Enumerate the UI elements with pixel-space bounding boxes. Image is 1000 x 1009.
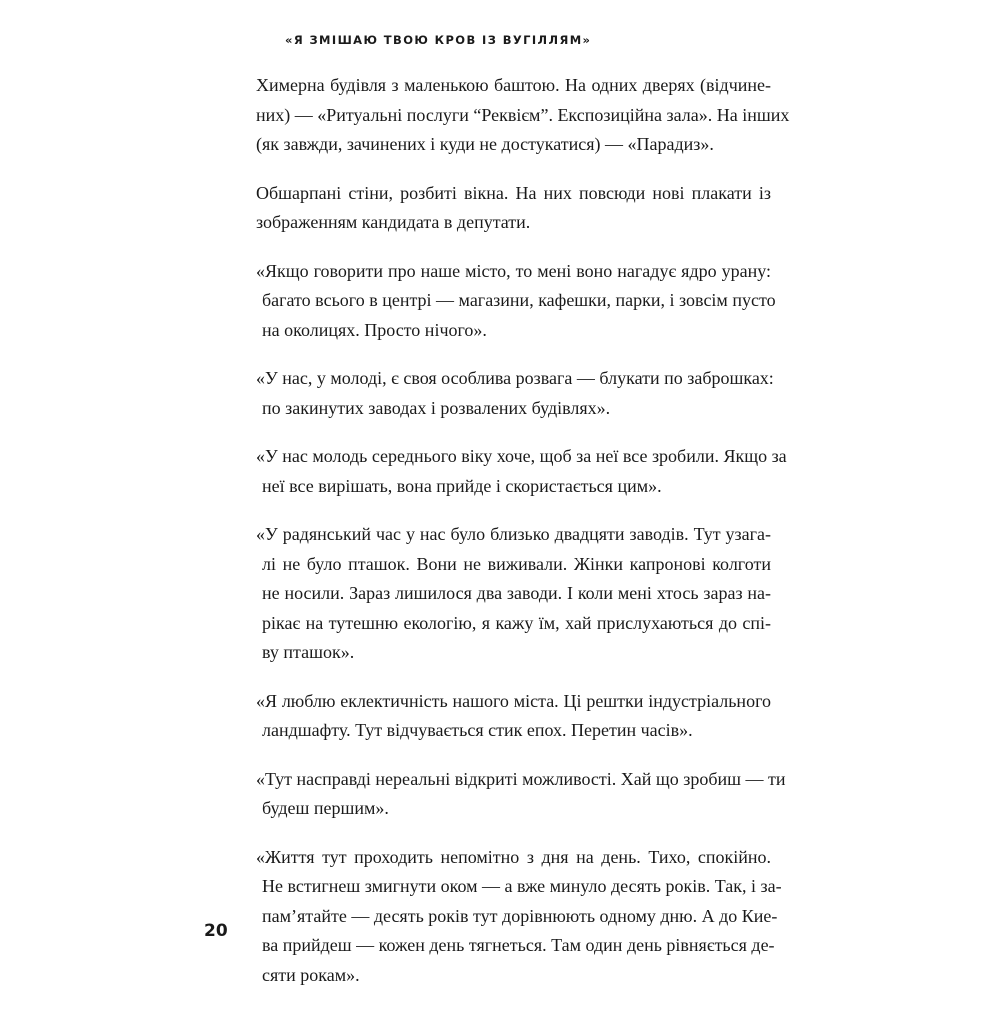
text-line: будеш першим». xyxy=(262,798,389,818)
text-line: рікає на тутешню екологію, я кажу їм, хай прислухаються до спі- xyxy=(262,612,771,633)
text-line: по закинутих заводах і розвалених будівлях». xyxy=(262,397,611,418)
quote-paragraph xyxy=(256,520,771,668)
page-number: 20 xyxy=(204,921,228,941)
text-line: зображенням кандидата в депутати. xyxy=(256,212,531,232)
text-line: «У радянський час у нас було близько двадцяти заводів. Тут узага- xyxy=(256,524,771,544)
text-line: ландшафту. Тут відчувається стик епох. Перетин часів». xyxy=(262,720,693,740)
text-line: неї все вирішать, вона прийде і скористається цим». xyxy=(262,475,662,496)
text-line: сяти рокам». xyxy=(262,964,360,985)
quote-paragraph xyxy=(256,765,786,824)
text-line: «Життя тут проходить непомітно з дня на день. Тихо, спокійно. xyxy=(256,846,771,867)
text-line: (як завжди, зачинених і куди не достукатися) — «Парадиз». xyxy=(256,134,714,154)
body-text xyxy=(256,71,790,1009)
text-line: них) — «Ритуальні послуги “Реквієм”. Експозиційна зала». На інших xyxy=(256,104,790,125)
paragraph xyxy=(256,71,790,160)
text-line: «Якщо говорити про наше місто, то мені воно нагадує ядро урану: xyxy=(256,260,771,281)
text-line: «Я люблю еклектичність нашого міста. Ці рештки індустріального xyxy=(256,690,771,711)
text-line: пам’ятайте — десять років тут дорівнюють одному дню. А до Кие- xyxy=(262,905,778,926)
quote-paragraph xyxy=(256,364,774,423)
text-line: ва прийдеш — кожен день тягнеться. Там один день рівняється де- xyxy=(262,935,775,955)
quote-paragraph xyxy=(256,843,782,991)
text-line: лі не було пташок. Вони не виживали. Жінки капронові колготи xyxy=(262,553,771,574)
quote-paragraph xyxy=(256,442,787,501)
text-line: ву пташок». xyxy=(262,642,355,662)
text-line: не носили. Зараз лишилося два заводи. І коли мені хтось зараз на- xyxy=(262,583,771,603)
text-line: Химерна будівля з маленькою баштою. На одних дверях (відчине- xyxy=(256,75,771,95)
text-line: Не встигнеш змигнути оком — а вже минуло десять років. Так, і за- xyxy=(262,876,782,896)
quote-paragraph xyxy=(256,687,771,746)
running-header: «Я ЗМІШАЮ ТВОЮ КРОВ ІЗ ВУГІЛЛЯМ» xyxy=(285,33,592,47)
text-line: «У нас, у молоді, є своя особлива розвага — блукати по заброшках: xyxy=(256,368,774,388)
text-line: «Тут насправді нереальні відкриті можливості. Хай що зробиш — ти xyxy=(256,768,786,789)
text-line: Обшарпані стіни, розбиті вікна. На них повсюди нові плакати із xyxy=(256,182,771,203)
text-line: багато всього в центрі — магазини, кафешки, парки, і зовсім пусто xyxy=(262,290,776,310)
quote-paragraph xyxy=(256,257,776,346)
text-line: «У нас молодь середнього віку хоче, щоб за неї все зробили. Якщо за xyxy=(256,446,787,466)
text-line: на околицях. Просто нічого». xyxy=(262,319,487,340)
paragraph xyxy=(256,179,771,238)
